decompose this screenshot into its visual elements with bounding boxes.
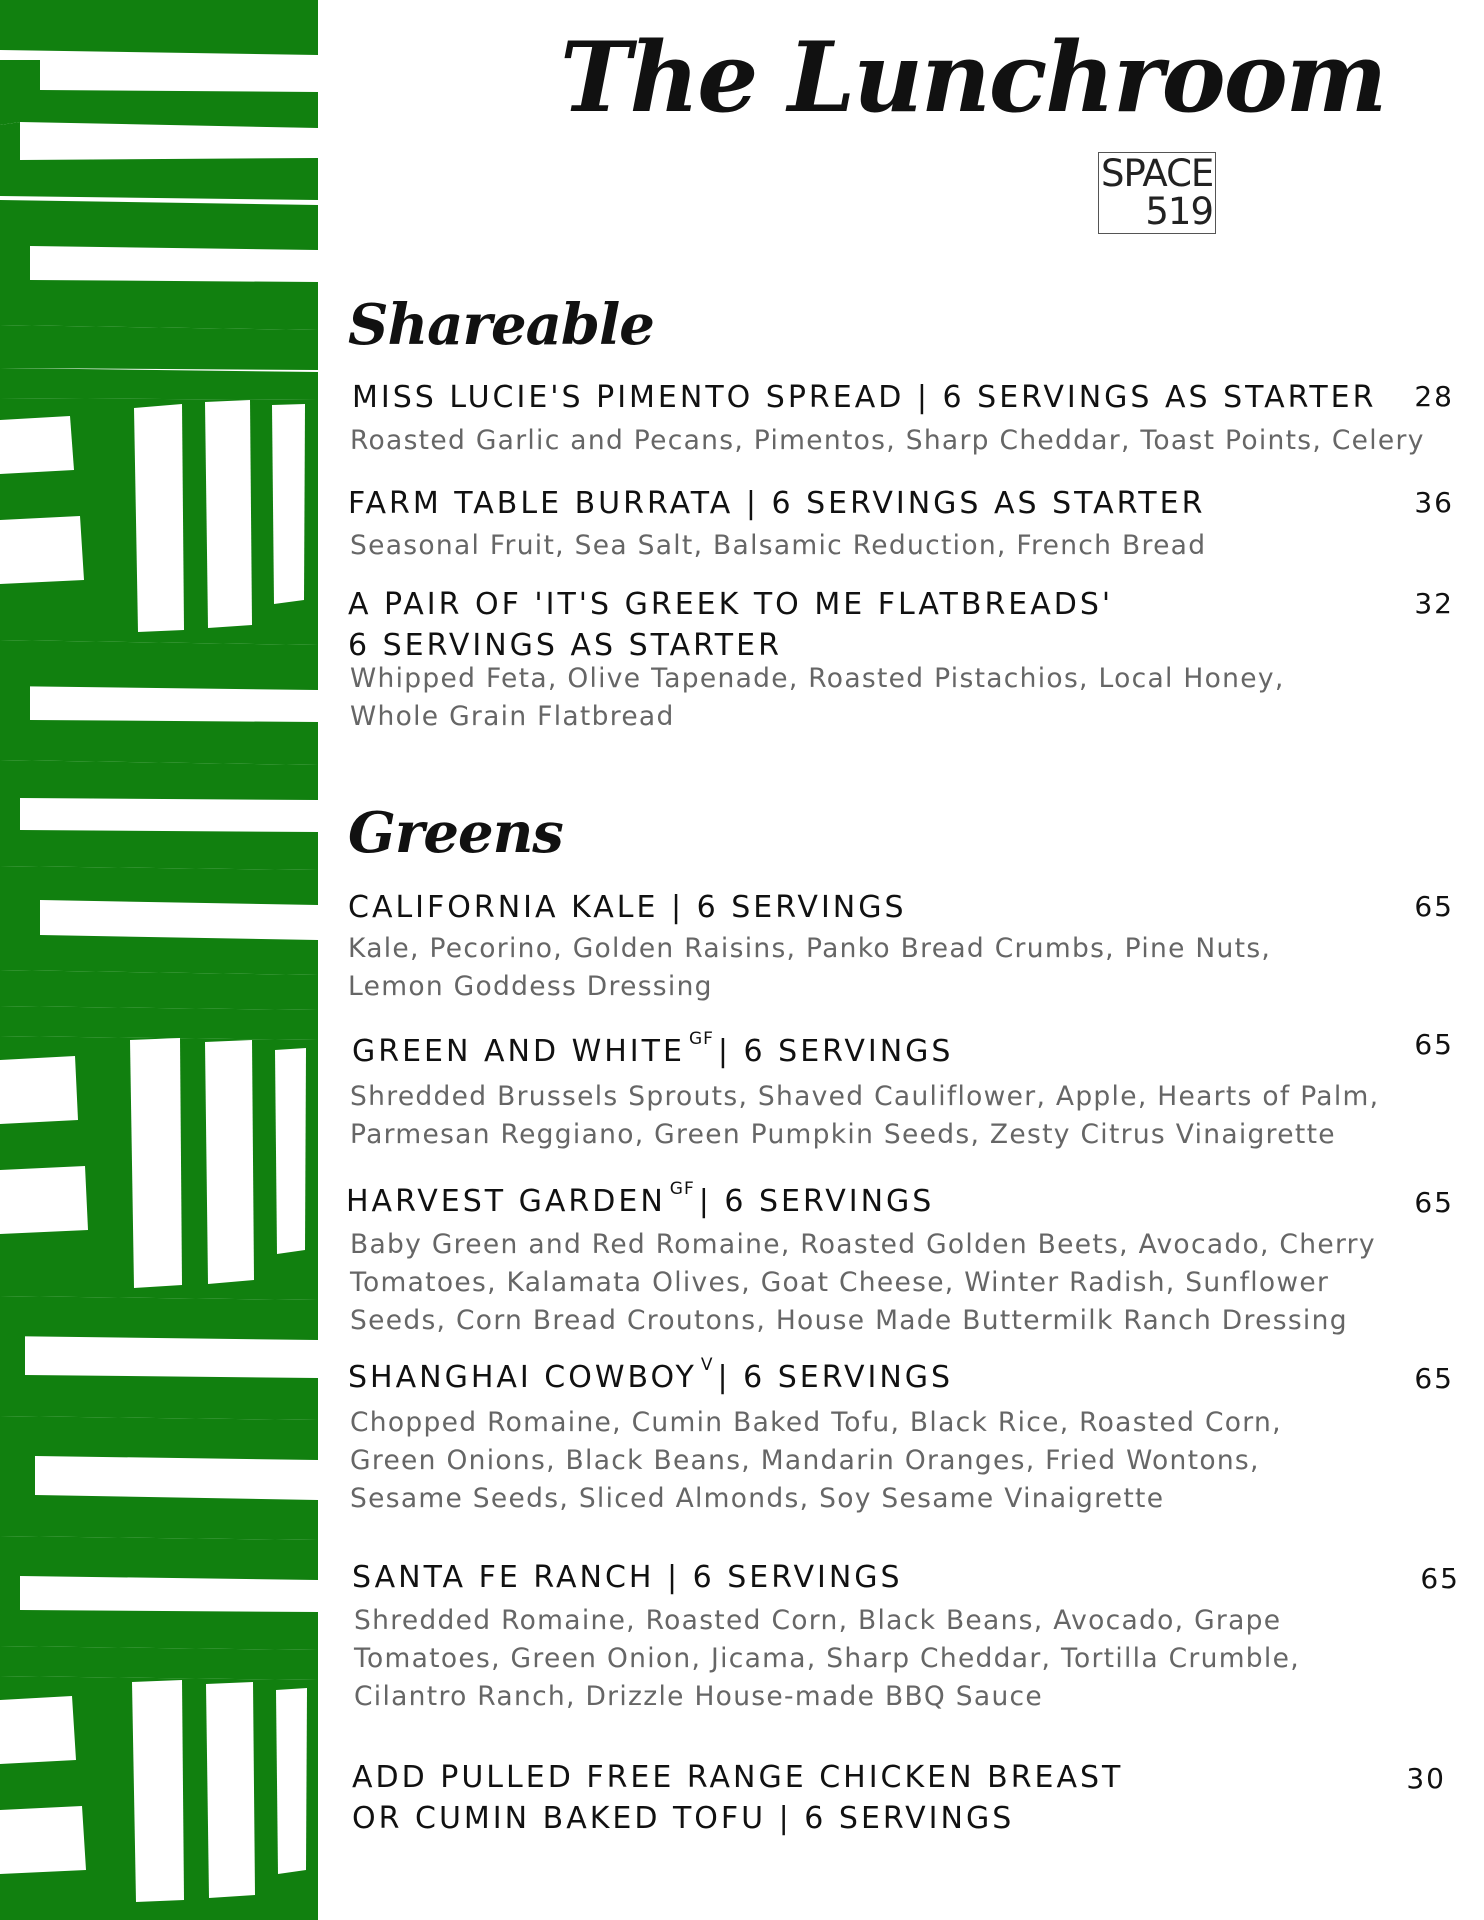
vegan-tag: V: [700, 1355, 714, 1375]
menu-item-name: ADD PULLED FREE RANGE CHICKEN BREAST: [352, 1760, 1124, 1795]
item-servings-text: | 6 SERVINGS: [717, 1360, 954, 1395]
menu-item-price: 36: [1414, 486, 1454, 519]
gluten-free-tag: GF: [688, 1029, 714, 1049]
menu-item-description: Chopped Romaine, Cumin Baked Tofu, Black Rice, Roasted Corn,: [350, 1407, 1282, 1438]
menu-item-description: Parmesan Reggiano, Green Pumpkin Seeds, Zesty Citrus Vinaigrette: [350, 1119, 1336, 1150]
menu-item-price: 65: [1414, 1028, 1454, 1061]
menu-item-description: Whole Grain Flatbread: [350, 701, 675, 732]
menu-item-description: Tomatoes, Green Onion, Jicama, Sharp Cheddar, Tortilla Crumble,: [354, 1643, 1300, 1674]
logo-line1: SPACE: [1101, 152, 1214, 195]
menu-item-description: Lemon Goddess Dressing: [348, 971, 713, 1002]
menu-item-description: Shredded Brussels Sprouts, Shaved Cauliflower, Apple, Hearts of Palm,: [350, 1081, 1380, 1112]
menu-item-name-line2: 6 SERVINGS AS STARTER: [348, 628, 782, 663]
menu-item-description: Sesame Seeds, Sliced Almonds, Soy Sesame Vinaigrette: [350, 1483, 1165, 1514]
section-heading-greens: Greens: [348, 800, 563, 866]
menu-item-description: Seeds, Corn Bread Croutons, House Made Buttermilk Ranch Dressing: [350, 1305, 1348, 1336]
menu-item-name: [352, 1029, 954, 1071]
menu-item-name: A PAIR OF 'IT'S GREEK TO ME FLATBREADS': [348, 587, 1114, 622]
menu-item-description: Whipped Feta, Olive Tapenade, Roasted Pistachios, Local Honey,: [350, 663, 1285, 694]
item-servings-text: | 6 SERVINGS: [717, 1034, 954, 1069]
menu-item-description: Shredded Romaine, Roasted Corn, Black Beans, Avocado, Grape: [354, 1605, 1282, 1636]
item-name-text: GREEN AND WHITE: [352, 1034, 685, 1069]
menu-item-price: 65: [1420, 1562, 1460, 1595]
menu-item-price: 32: [1414, 587, 1454, 620]
menu-item-name: MISS LUCIE'S PIMENTO SPREAD | 6 SERVINGS AS STARTER: [352, 380, 1377, 415]
space-519-logo: [1098, 152, 1216, 234]
menu-item-description: Tomatoes, Kalamata Olives, Goat Cheese, Winter Radish, Sunflower: [350, 1267, 1330, 1298]
menu-item-description: Baby Green and Red Romaine, Roasted Golden Beets, Avocado, Cherry: [350, 1229, 1376, 1260]
menu-item-description: Green Onions, Black Beans, Mandarin Oranges, Fried Wontons,: [350, 1445, 1260, 1476]
menu-item-name: CALIFORNIA KALE | 6 SERVINGS: [348, 890, 907, 925]
item-servings-text: | 6 SERVINGS: [698, 1184, 935, 1219]
menu-item-price: 30: [1406, 1762, 1446, 1795]
menu-item-description: Cilantro Ranch, Drizzle House-made BBQ Sauce: [354, 1681, 1044, 1712]
menu-item-price: 65: [1414, 890, 1454, 923]
menu-item-price: 28: [1414, 380, 1454, 413]
logo-line2: 519: [1145, 190, 1213, 233]
section-heading-shareable: Shareable: [348, 292, 654, 358]
menu-item-name: SANTA FE RANCH | 6 SERVINGS: [352, 1560, 903, 1595]
item-name-text: SHANGHAI COWBOY: [348, 1360, 697, 1395]
gluten-free-tag: GF: [669, 1179, 695, 1199]
menu-item-price: 65: [1414, 1186, 1454, 1219]
menu-item-name: [348, 1355, 954, 1397]
menu-item-description: Seasonal Fruit, Sea Salt, Balsamic Reduction, French Bread: [350, 530, 1207, 561]
menu-item-name-line2: OR CUMIN BAKED TOFU | 6 SERVINGS: [352, 1801, 1015, 1836]
menu-item-description: Roasted Garlic and Pecans, Pimentos, Sharp Cheddar, Toast Points, Celery: [350, 425, 1425, 456]
menu-item-name: [346, 1179, 935, 1221]
menu-item-price: 65: [1414, 1362, 1454, 1395]
menu-item-name: FARM TABLE BURRATA | 6 SERVINGS AS STARTER: [348, 486, 1206, 521]
menu-item-description: Kale, Pecorino, Golden Raisins, Panko Bread Crumbs, Pine Nuts,: [348, 933, 1272, 964]
restaurant-title: The Lunchroom: [560, 21, 1386, 134]
item-name-text: HARVEST GARDEN: [346, 1184, 666, 1219]
green-brush-pattern: [0, 0, 320, 1920]
